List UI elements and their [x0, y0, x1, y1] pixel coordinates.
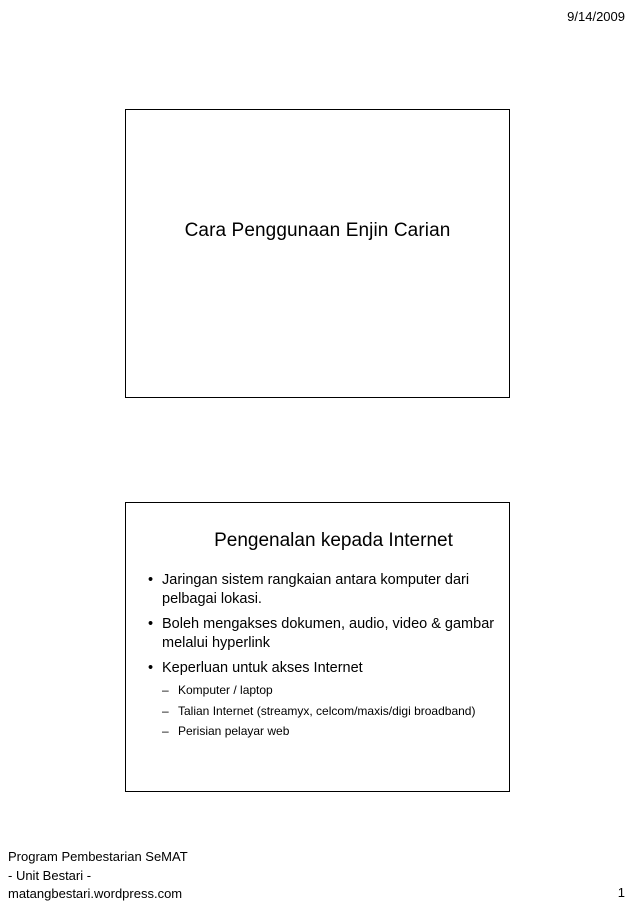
bullet-marker: • [148, 572, 154, 588]
sub-bullet-list [162, 683, 501, 740]
print-date: 9/14/2009 [567, 9, 625, 24]
bullet-item [148, 571, 501, 609]
slide-2 [125, 502, 510, 792]
bullet-marker: • [148, 616, 154, 632]
sub-bullet-item [162, 704, 501, 720]
footer-line: matangbestari.wordpress.com [8, 886, 183, 901]
bullet-marker: • [148, 660, 154, 676]
bullet-text: Keperluan untuk akses Internet [162, 660, 363, 676]
bullet-text: Boleh mengakses dokumen, audio, video & gambar melalui hyperlink [162, 616, 495, 651]
slide-1 [125, 109, 510, 398]
dash-marker: – [162, 683, 169, 697]
bullet-list [148, 571, 501, 746]
sub-bullet-text: Talian Internet (streamyx, celcom/maxis/digi broadband) [178, 703, 476, 718]
sub-bullet-item [162, 683, 501, 699]
footer-source [8, 848, 188, 904]
dash-marker: – [162, 724, 169, 738]
footer-line: Program Pembestarian SeMAT [8, 849, 188, 864]
dash-marker: – [162, 703, 169, 718]
page-number: 1 [617, 885, 625, 900]
slide-title: Pengenalan kepada Internet [214, 530, 453, 551]
bullet-text: Jaringan sistem rangkaian antara komputer dari pelbagai lokasi. [162, 572, 470, 607]
sub-bullet-item [162, 724, 501, 740]
sub-bullet-text: Komputer / laptop [178, 683, 273, 697]
sub-bullet-text: Perisian pelayar web [178, 724, 290, 738]
footer-line: - Unit Bestari - [8, 867, 92, 883]
bullet-item [148, 615, 501, 653]
slide-title: Cara Penggunaan Enjin Carian [184, 220, 451, 241]
bullet-item [148, 659, 501, 740]
